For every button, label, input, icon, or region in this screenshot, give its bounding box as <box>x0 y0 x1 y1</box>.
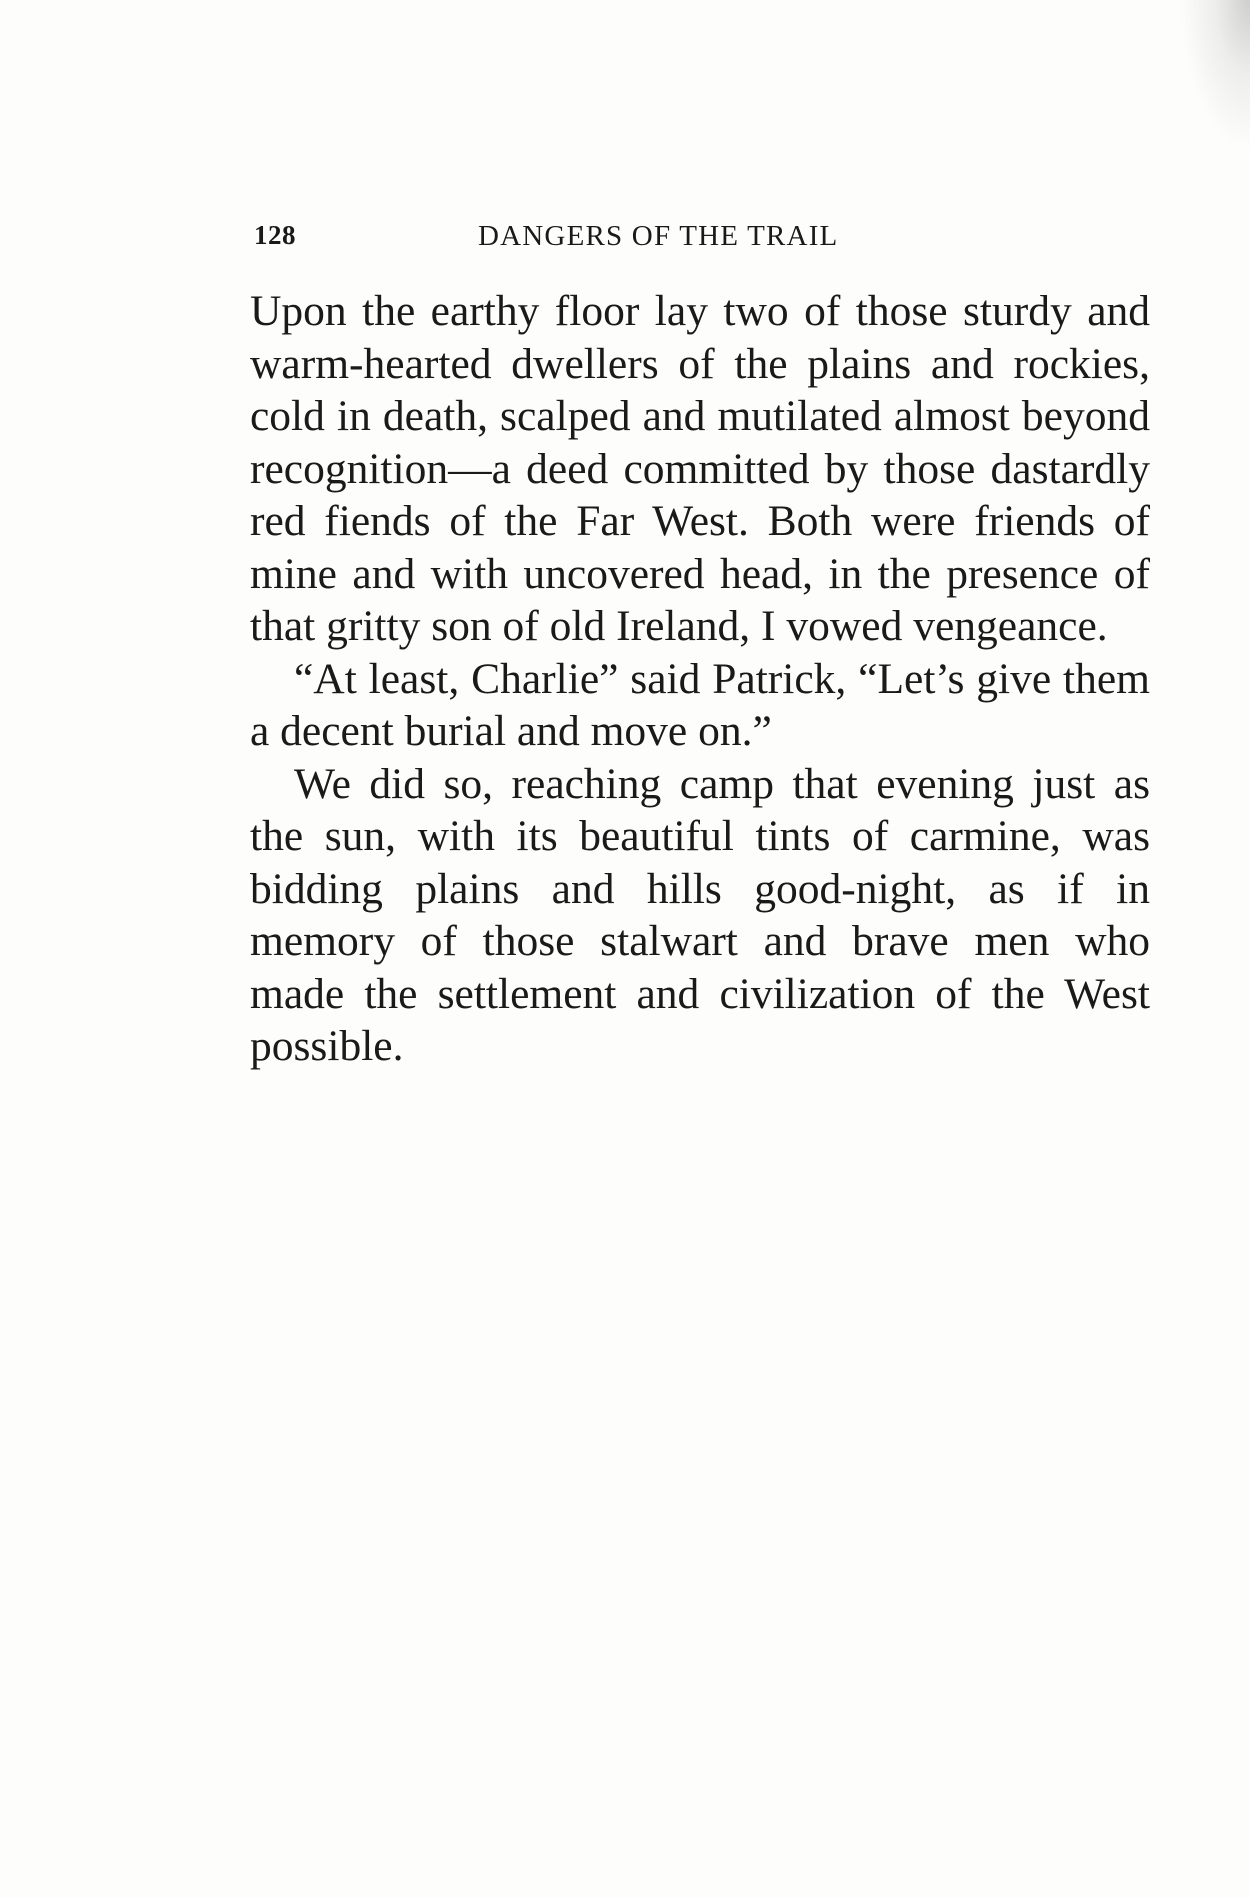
paragraph-3: We did so, reaching camp that evening just as the sun, with its beautiful tints of carmine, was bidding plains and hills good-night, as if in memory of those stalwart and brave men who made the settlement and civilization of the West possible. <box>250 759 1150 1070</box>
page-number: 128 <box>254 220 296 250</box>
scan-shadow <box>1180 0 1250 150</box>
running-title: DANGERS OF THE TRAIL <box>478 220 839 252</box>
body-text <box>250 285 1150 1073</box>
paragraph-1: Upon the earthy floor lay two of those sturdy and warm-hearted dwellers of the plains and rockies, cold in death, scalped and mutilated almost beyond recognition—a deed committed by those dastardly red fiends of the Far West. Both were friends of mine and with uncovered head, in the presence of that gritty son of old Ireland, I vowed vengeance. <box>250 287 1150 650</box>
paragraph-2: “At least, Charlie” said Patrick, “Let’s give them a decent burial and move on.” <box>250 654 1150 755</box>
page-header <box>250 214 1150 254</box>
